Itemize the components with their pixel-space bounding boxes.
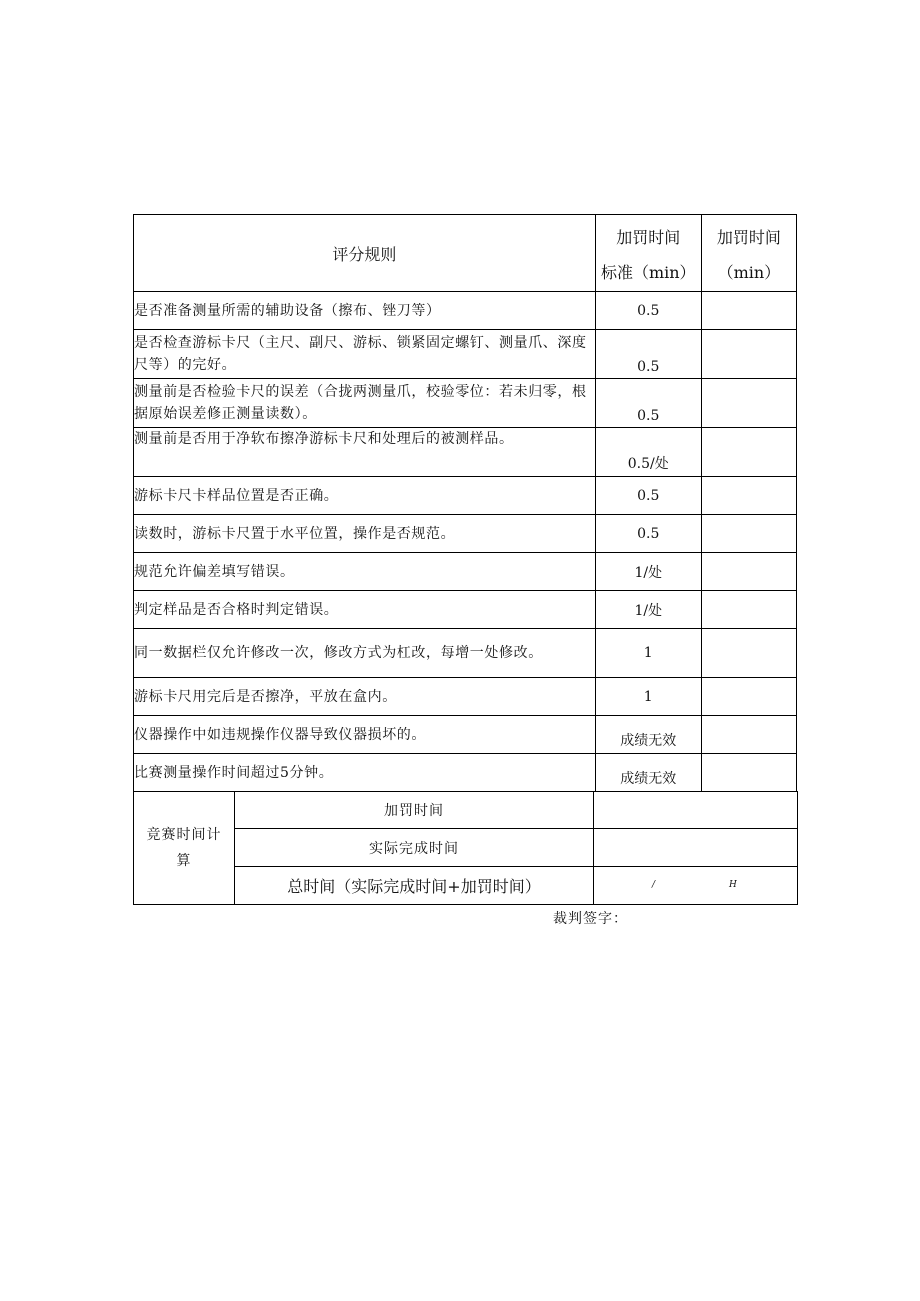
rule-standard: 0.5 xyxy=(595,292,701,330)
header-standard xyxy=(595,215,701,292)
rule-row xyxy=(134,591,797,629)
rule-row xyxy=(134,515,797,553)
rule-text: 是否检查游标卡尺（主尺、副尺、游标、锁紧固定螺钉、测量爪、深度尺等）的完好。 xyxy=(134,330,596,379)
rule-row xyxy=(134,477,797,515)
header-rule: 评分规则 xyxy=(134,215,596,292)
rule-standard: 1 xyxy=(595,678,701,716)
calc-label: 竞赛时间计算 xyxy=(134,792,235,905)
rule-row xyxy=(134,716,797,754)
rule-row xyxy=(134,629,797,678)
header-standard-line1: 加罚时间 xyxy=(616,228,681,247)
scoring-sheet xyxy=(133,214,797,905)
rule-row xyxy=(134,754,797,792)
rule-standard: 成绩无效 xyxy=(595,754,701,792)
rule-standard: 1/处 xyxy=(595,591,701,629)
calc-actual-time-label: 实际完成时间 xyxy=(235,829,594,867)
rule-row xyxy=(134,428,797,477)
calc-row-penalty xyxy=(134,792,798,829)
header-penalty xyxy=(701,215,796,292)
rule-standard: 0.5 xyxy=(595,515,701,553)
header-penalty-line2: （min） xyxy=(717,263,781,282)
rule-penalty-entry[interactable] xyxy=(701,553,796,591)
rule-standard: 1/处 xyxy=(595,553,701,591)
rule-text: 读数时，游标卡尺置于水平位置，操作是否规范。 xyxy=(134,515,596,553)
rule-text: 比赛测量操作时间超过5分钟。 xyxy=(134,754,596,792)
rule-penalty-entry[interactable] xyxy=(701,678,796,716)
rule-text: 规范允许偏差填写错误。 xyxy=(134,553,596,591)
calc-penalty-time-label: 加罚时间 xyxy=(235,792,594,829)
referee-signature: 裁判签字： xyxy=(553,911,628,927)
rule-penalty-entry[interactable] xyxy=(701,515,796,553)
calc-actual-time-value[interactable] xyxy=(594,829,798,867)
calc-total-time-label: 总时间（实际完成时间+加罚时间） xyxy=(235,867,594,905)
rule-penalty-entry[interactable] xyxy=(701,379,796,428)
rule-text: 同一数据栏仅允许修改一次，修改方式为杠改，每增一处修改。 xyxy=(134,629,596,678)
rule-standard: 1 xyxy=(595,629,701,678)
rule-standard: 0.5 xyxy=(595,330,701,379)
rule-standard: 0.5/处 xyxy=(595,428,701,477)
rule-text: 游标卡尺用完后是否擦净，平放在盒内。 xyxy=(134,678,596,716)
rule-text: 游标卡尺卡样品位置是否正确。 xyxy=(134,477,596,515)
total-mark-b: H xyxy=(729,879,737,890)
rule-text: 是否准备测量所需的辅助设备（擦布、锉刀等） xyxy=(134,292,596,330)
total-mark-a: / xyxy=(652,879,656,890)
header-penalty-line1: 加罚时间 xyxy=(716,228,781,247)
header-row xyxy=(134,215,797,292)
rule-penalty-entry[interactable] xyxy=(701,716,796,754)
scoring-rules-table xyxy=(133,214,797,792)
rule-row xyxy=(134,678,797,716)
rule-penalty-entry[interactable] xyxy=(701,591,796,629)
header-standard-line2: 标准（min） xyxy=(600,263,696,282)
rule-row xyxy=(134,330,797,379)
rule-penalty-entry[interactable] xyxy=(701,477,796,515)
calc-penalty-time-value[interactable] xyxy=(594,792,798,829)
rule-text: 仪器操作中如违规操作仪器导致仪器损坏的。 xyxy=(134,716,596,754)
rule-penalty-entry[interactable] xyxy=(701,629,796,678)
rule-row xyxy=(134,553,797,591)
time-calc-table xyxy=(133,791,798,905)
rule-row xyxy=(134,379,797,428)
rule-standard: 0.5 xyxy=(595,379,701,428)
rule-penalty-entry[interactable] xyxy=(701,754,796,792)
rule-penalty-entry[interactable] xyxy=(701,292,796,330)
rule-text: 测量前是否检验卡尺的误差（合拢两测量爪，校验零位：若未归零，根据原始误差修正测量读数）。 xyxy=(134,379,596,428)
rule-standard: 成绩无效 xyxy=(595,716,701,754)
rule-penalty-entry[interactable] xyxy=(701,428,796,477)
calc-total-time-value[interactable] xyxy=(594,867,798,905)
rule-text: 判定样品是否合格时判定错误。 xyxy=(134,591,596,629)
rule-penalty-entry[interactable] xyxy=(701,330,796,379)
rule-row xyxy=(134,292,797,330)
rule-text: 测量前是否用于净软布擦净游标卡尺和处理后的被测样品。 xyxy=(134,428,596,477)
rule-standard: 0.5 xyxy=(595,477,701,515)
